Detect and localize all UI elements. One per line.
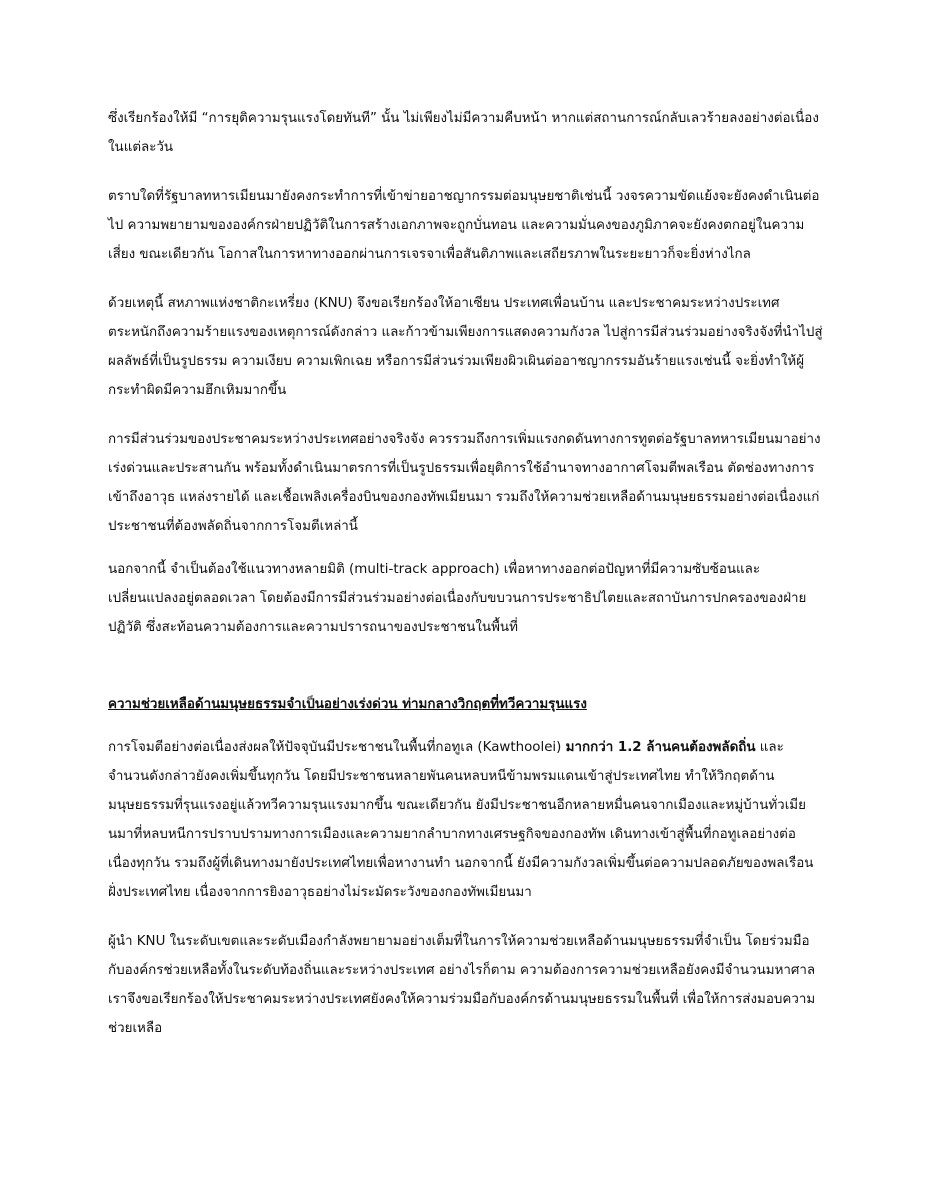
document-page — [108, 104, 824, 1063]
paragraph-displacement — [108, 733, 824, 907]
paragraph-international-engagement: การมีส่วนร่วมของประชาคมระหว่างประเทศอย่างจริงจัง ควรรวมถึงการเพิ่มแรงกดดันทางการทูตต่อรัฐบาลทหารเมียนมาอย่างเร่งด่วนและประสานกัน พร้อมทั้งดำเนินมาตรการที่เป็นรูปธรรมเพื่อยุติการใช้อำนาจทางอากาศโจมตีพลเรือน ตัดช่องทางการเข้าถึงอาวุธ แหล่งรายได้ และเชื้อเพลิงเครื่องบินของกองทัพเมียนมา รวมถึงให้ความช่วยเหลือด้านมนุษยธรรมอย่างต่อเนื่องแก่ประชาชนที่ต้องพลัดถิ่นจากการโจมตีเหล่านี้ — [108, 432, 821, 534]
paragraph-knu-leaders: ผู้นำ KNU ในระดับเขตและระดับเมืองกำลังพยายามอย่างเต็มที่ในการให้ความช่วยเหลือด้านมนุษยธรรมที่จำเป็น โดยร่วมมือกับองค์กรช่วยเหลือทั้งในระดับท้องถิ่นและระหว่างประเทศ อย่างไรก็ตาม ความต้องการความช่วยเหลือยังคงมีจำนวนมหาศาล เราจึงขอเรียกร้องให้ประชาคมระหว่างประเทศยังคงให้ความร่วมมือกับองค์กรด้านมนุษยธรรมในพื้นที่ เพื่อให้การส่งมอบความช่วยเหลือ — [108, 934, 816, 1036]
paragraph-intro: ซึ่งเรียกร้องให้มี “การยุติความรุนแรงโดยทันที” นั้น ไม่เพียงไม่มีความคืบหน้า หากแต่สถานการณ์กลับเลวร้ายลงอย่างต่อเนื่องในแต่ละวัน — [108, 111, 819, 155]
displacement-text-before: การโจมตีอย่างต่อเนื่องส่งผลให้ปัจจุบันมีประชาชนในพื้นที่กอทูเล (Kawthoolei) — [108, 740, 566, 755]
paragraph-knu-appeal: ด้วยเหตุนี้ สหภาพแห่งชาติกะเหรี่ยง (KNU) จึงขอเรียกร้องให้อาเซียน ประเทศเพื่อนบ้าน และประชาคมระหว่างประเทศ ตระหนักถึงความร้ายแรงของเหตุการณ์ดังกล่าว และก้าวข้ามเพียงการแสดงความกังวล ไปสู่การมีส่วนร่วมอย่างจริงจังที่นำไปสู่ผลลัพธ์ที่เป็นรูปธรรม ความเงียบ ความเพิกเฉย หรือการมีส่วนร่วมเพียงผิวเผินต่ออาชญากรรมอันร้ายแรงเช่นนี้ จะยิ่งทำให้ผู้กระทำผิดมีความฮึกเหิมมากขึ้น — [108, 296, 823, 398]
displacement-bold-figure: มากกว่า 1.2 ล้านคนต้องพลัดถิ่น — [565, 740, 756, 755]
paragraph-military-crimes: ตราบใดที่รัฐบาลทหารเมียนมายังคงกระทำการที่เข้าข่ายอาชญากรรมต่อมนุษยชาติเช่นนี้ วงจรความขัดแย้งจะยังคงดำเนินต่อไป ความพยายามขององค์กรฝ่ายปฏิวัติในการสร้างเอกภาพจะถูกบั่นทอน และความมั่นคงของภูมิภาคจะยังคงตกอยู่ในความเสี่ยง ขณะเดียวกัน โอกาสในการหาทางออกผ่านการเจรจาเพื่อสันติภาพและเสถียรภาพในระยะยาวก็จะยิ่งห่างไกล — [108, 189, 820, 262]
displacement-text-after: และจำนวนดังกล่าวยังคงเพิ่มขึ้นทุกวัน โดยมีประชาชนหลายพันคนหลบหนีข้ามพรมแดนเข้าสู่ประเทศไทย ทำให้วิกฤตด้านมนุษยธรรมที่รุนแรงอยู่แล้วทวีความรุนแรงมากขึ้น ขณะเดียวกัน ยังมีประชาชนอีกหลายหมื่นคนจากเมืองและหมู่บ้านทั่วเมียนมาที่หลบหนีการปราบปรามทางการเมืองและความยากลำบากทางเศรษฐกิจของกองทัพ เดินทางเข้าสู่พื้นที่กอทูเลอย่างต่อเนื่องทุกวัน รวมถึงผู้ที่เดินทางมายังประเทศไทยเพื่อหางานทำ นอกจากนี้ ยังมีความกังวลเพิ่มขึ้นต่อความปลอดภัยของพลเรือนฝั่งประเทศไทย เนื่องจากการยิงอาวุธอย่างไม่ระมัดระวังของกองทัพเมียนมา — [108, 740, 814, 900]
section-heading: ความช่วยเหลือด้านมนุษยธรรมจำเป็นอย่างเร่งด่วน ท่ามกลางวิกฤตที่ทวีความรุนแรง — [108, 697, 587, 712]
paragraph-multi-track: นอกจากนี้ จำเป็นต้องใช้แนวทางหลายมิติ (multi-track approach) เพื่อหาทางออกต่อปัญหาที่มีความซับซ้อนและเปลี่ยนแปลงอยู่ตลอดเวลา โดยต้องมีการมีส่วนร่วมอย่างต่อเนื่องกับขบวนการประชาธิปไตยและสถาบันการปกครองของฝ่ายปฏิวัติ ซึ่งสะท้อนความต้องการและความปรารถนาของประชาชนในพื้นที่ — [108, 562, 807, 635]
